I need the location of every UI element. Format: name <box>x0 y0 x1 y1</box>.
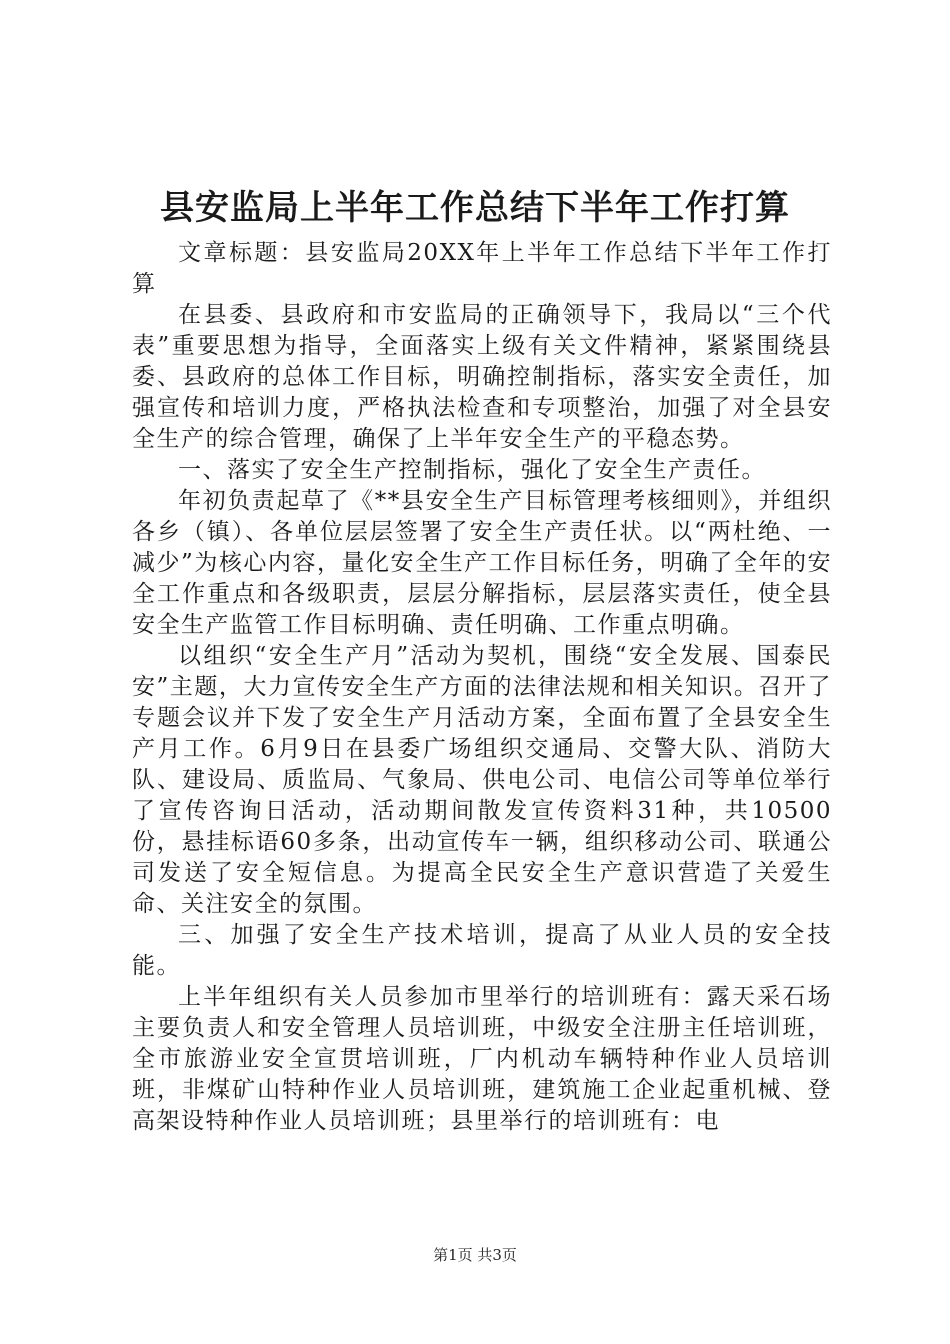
document-body <box>132 238 832 1137</box>
document-title: 县安监局上半年工作总结下半年工作打算 <box>160 188 790 228</box>
page-number-footer: 第1页 共3页 <box>433 1246 517 1264</box>
paragraph-responsibility: 年初负责起草了《**县安全生产目标管理考核细则》，并组织各乡（镇）、各单位层层签署了安全生产责任状。以“两杜绝、一减少”为核心内容，量化安全生产工作目标任务，明确了全年的安全工作重点和各级职责，层层分解指标，层层落实责任，使全县安全生产监管工作目标明确、责任明确、工作重点明确。 <box>132 488 832 638</box>
paragraph-intro: 在县委、县政府和市安监局的正确领导下，我局以“三个代表”重要思想为指导，全面落实上级有关文件精神，紧紧围绕县委、县政府的总体工作目标，明确控制指标，落实安全责任，加强宣传和培训力度，严格执法检查和专项整治，加强了对全县安全生产的综合管理，确保了上半年安全生产的平稳态势。 <box>132 302 832 452</box>
paragraph-article-title: 文章标题：县安监局20XX年上半年工作总结下半年工作打算 <box>132 240 832 297</box>
paragraph-safety-month: 以组织“安全生产月”活动为契机，围绕“安全发展、国泰民安”主题，大力宣传安全生产方面的法律法规和相关知识。召开了专题会议并下发了安全生产月活动方案，全面布置了全县安全生产月工作。6月9日在县委广场组织交通局、交警大队、消防大队、建设局、质监局、气象局、供电公司、电信公司等单位举行了宣传咨询日活动，活动期间散发宣传资料31种，共10500份，悬挂标语60多条，出动宣传车一辆，组织移动公司、联通公司发送了安全短信息。为提高全民安全生产意识营造了关爱生命、关注安全的氛围。 <box>132 643 832 917</box>
paragraph-training: 上半年组织有关人员参加市里举行的培训班有：露天采石场主要负责人和安全管理人员培训班，中级安全注册主任培训班，全市旅游业安全宣贯培训班，厂内机动车辆特种作业人员培训班，非煤矿山特种作业人员培训班，建筑施工企业起重机械、登高架设特种作业人员培训班；县里举行的培训班有：电 <box>132 984 832 1134</box>
section-heading-1: 一、落实了安全生产控制指标，强化了安全生产责任。 <box>178 457 766 483</box>
section-heading-3: 三、加强了安全生产技术培训，提高了从业人员的安全技能。 <box>132 922 832 979</box>
